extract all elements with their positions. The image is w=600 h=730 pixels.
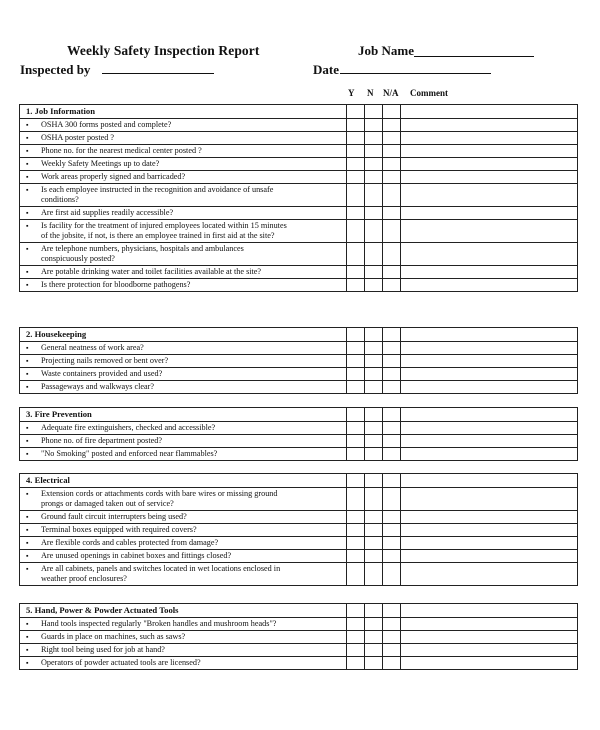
yes-box[interactable] (347, 368, 365, 381)
header-blank-cell (383, 328, 401, 342)
comment-cell[interactable] (401, 207, 578, 220)
header-blank-cell (401, 105, 578, 119)
section-title: 5. Hand, Power & Powder Actuated Tools (26, 605, 179, 615)
no-box[interactable] (365, 171, 383, 184)
header-blank-cell (383, 408, 401, 422)
header-blank-cell (347, 604, 365, 618)
checklist-row (20, 511, 578, 524)
section-table (19, 473, 578, 586)
no-box[interactable] (365, 355, 383, 368)
na-box[interactable] (383, 145, 401, 158)
yes-box[interactable] (347, 184, 365, 207)
checklist-row (20, 631, 578, 644)
yes-box[interactable] (347, 171, 365, 184)
section-title: 2. Housekeeping (26, 329, 87, 339)
yes-box[interactable] (347, 550, 365, 563)
column-header-y: Y (348, 88, 355, 98)
header-blank-cell (365, 604, 383, 618)
yes-box[interactable] (347, 657, 365, 670)
comment-cell[interactable] (401, 550, 578, 563)
yes-box[interactable] (347, 342, 365, 355)
checklist-row (20, 119, 578, 132)
bullet-icon: ▪ (26, 620, 29, 628)
comment-cell[interactable] (401, 381, 578, 394)
no-box[interactable] (365, 132, 383, 145)
checklist-question: Right tool being used for job at hand? (41, 645, 165, 654)
yes-box[interactable] (347, 422, 365, 435)
yes-box[interactable] (347, 381, 365, 394)
na-box[interactable] (383, 657, 401, 670)
header-blank-cell (347, 328, 365, 342)
bullet-icon: ▪ (26, 160, 29, 168)
no-box[interactable] (365, 631, 383, 644)
checklist-row (20, 243, 578, 266)
checklist-row (20, 537, 578, 550)
no-box[interactable] (365, 184, 383, 207)
no-box[interactable] (365, 266, 383, 279)
comment-cell[interactable] (401, 422, 578, 435)
comment-cell[interactable] (401, 243, 578, 266)
no-box[interactable] (365, 220, 383, 243)
no-box[interactable] (365, 448, 383, 461)
checklist-row (20, 355, 578, 368)
na-box[interactable] (383, 618, 401, 631)
comment-cell[interactable] (401, 448, 578, 461)
na-box[interactable] (383, 422, 401, 435)
comment-cell[interactable] (401, 563, 578, 586)
checklist-row (20, 145, 578, 158)
no-box[interactable] (365, 342, 383, 355)
checklist-question: Are flexible cords and cables protected from damage? (41, 538, 219, 547)
checklist-question: Work areas properly signed and barricaded? (41, 172, 186, 181)
checklist-question: OSHA poster posted ? (41, 133, 114, 142)
yes-box[interactable] (347, 644, 365, 657)
na-box[interactable] (383, 220, 401, 243)
no-box[interactable] (365, 488, 383, 511)
header-blank-cell (365, 328, 383, 342)
comment-cell[interactable] (401, 657, 578, 670)
checklist-question: Weekly Safety Meetings up to date? (41, 159, 160, 168)
comment-cell[interactable] (401, 631, 578, 644)
na-box[interactable] (383, 524, 401, 537)
comment-cell[interactable] (401, 342, 578, 355)
comment-cell[interactable] (401, 618, 578, 631)
na-box[interactable] (383, 368, 401, 381)
bullet-icon: ▪ (26, 173, 29, 181)
header-blank-cell (401, 328, 578, 342)
na-box[interactable] (383, 207, 401, 220)
header-blank-cell (383, 604, 401, 618)
bullet-icon: ▪ (26, 245, 29, 253)
checklist-row (20, 550, 578, 563)
no-box[interactable] (365, 511, 383, 524)
na-box[interactable] (383, 342, 401, 355)
bullet-icon: ▪ (26, 344, 29, 352)
comment-cell[interactable] (401, 644, 578, 657)
checklist-question: Projecting nails removed or bent over? (41, 356, 169, 365)
no-box[interactable] (365, 550, 383, 563)
na-box[interactable] (383, 381, 401, 394)
checklist-row (20, 279, 578, 292)
bullet-icon: ▪ (26, 552, 29, 560)
yes-box[interactable] (347, 243, 365, 266)
no-box[interactable] (365, 563, 383, 586)
bullet-icon: ▪ (26, 268, 29, 276)
header-blank-cell (401, 474, 578, 488)
checklist-question: Is each employee instructed in the recognition and avoidance of unsafe conditions? (41, 185, 274, 204)
na-box[interactable] (383, 355, 401, 368)
bullet-icon: ▪ (26, 513, 29, 521)
checklist-question: Operators of powder actuated tools are licensed? (41, 658, 201, 667)
na-box[interactable] (383, 279, 401, 292)
checklist-question: OSHA 300 forms posted and complete? (41, 120, 172, 129)
comment-cell[interactable] (401, 537, 578, 550)
comment-cell[interactable] (401, 145, 578, 158)
header-blank-cell (347, 105, 365, 119)
no-box[interactable] (365, 657, 383, 670)
section-title: 4. Electrical (26, 475, 70, 485)
checklist-row (20, 563, 578, 586)
comment-cell[interactable] (401, 511, 578, 524)
yes-box[interactable] (347, 618, 365, 631)
header-blank-cell (365, 105, 383, 119)
checklist-row (20, 266, 578, 279)
header-blank-cell (365, 474, 383, 488)
comment-cell[interactable] (401, 184, 578, 207)
bullet-icon: ▪ (26, 222, 29, 230)
yes-box[interactable] (347, 132, 365, 145)
na-box[interactable] (383, 132, 401, 145)
no-box[interactable] (365, 119, 383, 132)
yes-box[interactable] (347, 355, 365, 368)
checklist-question: Are potable drinking water and toilet facilities available at the site? (41, 267, 262, 276)
inspected-by-field[interactable] (102, 73, 214, 74)
checklist-row (20, 184, 578, 207)
checklist-row (20, 524, 578, 537)
comment-cell[interactable] (401, 279, 578, 292)
bullet-icon: ▪ (26, 357, 29, 365)
bullet-icon: ▪ (26, 383, 29, 391)
no-box[interactable] (365, 618, 383, 631)
na-box[interactable] (383, 448, 401, 461)
comment-cell[interactable] (401, 158, 578, 171)
checklist-question: "No Smoking" posted and enforced near flammables? (41, 449, 218, 458)
checklist-question: Ground fault circuit interrupters being used? (41, 512, 187, 521)
section-table (19, 327, 578, 394)
checklist-question: Phone no. of fire department posted? (41, 436, 162, 445)
section-table (19, 603, 578, 670)
no-box[interactable] (365, 368, 383, 381)
bullet-icon: ▪ (26, 633, 29, 641)
no-box[interactable] (365, 537, 383, 550)
no-box[interactable] (365, 279, 383, 292)
bullet-icon: ▪ (26, 121, 29, 129)
date-label: Date (313, 62, 339, 77)
job-name-field[interactable] (414, 56, 534, 57)
date-field[interactable] (340, 73, 491, 74)
bullet-icon: ▪ (26, 134, 29, 142)
na-box[interactable] (383, 171, 401, 184)
yes-box[interactable] (347, 266, 365, 279)
checklist-row (20, 422, 578, 435)
column-header-n: N (367, 88, 374, 98)
na-box[interactable] (383, 511, 401, 524)
bullet-icon: ▪ (26, 147, 29, 155)
checklist-question: Waste containers provided and used? (41, 369, 163, 378)
report-title: Weekly Safety Inspection Report (67, 43, 260, 58)
checklist-row (20, 171, 578, 184)
comment-cell[interactable] (401, 524, 578, 537)
no-box[interactable] (365, 381, 383, 394)
no-box[interactable] (365, 207, 383, 220)
na-box[interactable] (383, 184, 401, 207)
comment-cell[interactable] (401, 171, 578, 184)
bullet-icon: ▪ (26, 209, 29, 217)
na-box[interactable] (383, 119, 401, 132)
bullet-icon: ▪ (26, 565, 29, 573)
comment-cell[interactable] (401, 132, 578, 145)
comment-cell[interactable] (401, 119, 578, 132)
bullet-icon: ▪ (26, 659, 29, 667)
checklist-question: Phone no. for the nearest medical center posted ? (41, 146, 202, 155)
no-box[interactable] (365, 422, 383, 435)
comment-cell[interactable] (401, 488, 578, 511)
na-box[interactable] (383, 631, 401, 644)
section-table (19, 104, 578, 292)
header-blank-cell (401, 604, 578, 618)
no-box[interactable] (365, 243, 383, 266)
checklist-row (20, 435, 578, 448)
checklist-question: Are all cabinets, panels and switches located in wet locations enclosed in weather proof enclosures? (41, 564, 281, 583)
na-box[interactable] (383, 563, 401, 586)
checklist-question: Is facility for the treatment of injured employees located within 15 minutes of the jobsite, if not, is there an employee trained in first aid at the site? (41, 221, 287, 240)
checklist-question: Is there protection for bloodborne pathogens? (41, 280, 191, 289)
header-blank-cell (401, 408, 578, 422)
bullet-icon: ▪ (26, 281, 29, 289)
yes-box[interactable] (347, 511, 365, 524)
comment-cell[interactable] (401, 220, 578, 243)
yes-box[interactable] (347, 145, 365, 158)
na-box[interactable] (383, 488, 401, 511)
checklist-row (20, 220, 578, 243)
checklist-row (20, 207, 578, 220)
comment-cell[interactable] (401, 266, 578, 279)
checklist-row (20, 132, 578, 145)
comment-cell[interactable] (401, 368, 578, 381)
yes-box[interactable] (347, 488, 365, 511)
checklist-question: Terminal boxes equipped with required covers? (41, 525, 197, 534)
yes-box[interactable] (347, 537, 365, 550)
checklist-question: Are unused openings in cabinet boxes and fittings closed? (41, 551, 232, 560)
checklist-row (20, 381, 578, 394)
checklist-row (20, 618, 578, 631)
section-title: 3. Fire Prevention (26, 409, 92, 419)
no-box[interactable] (365, 158, 383, 171)
checklist-question: Are telephone numbers, physicians, hospitals and ambulances conspicuously posted? (41, 244, 244, 263)
yes-box[interactable] (347, 524, 365, 537)
checklist-row (20, 488, 578, 511)
bullet-icon: ▪ (26, 424, 29, 432)
no-box[interactable] (365, 644, 383, 657)
bullet-icon: ▪ (26, 490, 29, 498)
comment-cell[interactable] (401, 355, 578, 368)
checklist-question: Hand tools inspected regularly "Broken handles and mushroom heads"? (41, 619, 277, 628)
bullet-icon: ▪ (26, 646, 29, 654)
na-box[interactable] (383, 644, 401, 657)
na-box[interactable] (383, 266, 401, 279)
yes-box[interactable] (347, 220, 365, 243)
checklist-question: Are first aid supplies readily accessible? (41, 208, 174, 217)
bullet-icon: ▪ (26, 437, 29, 445)
na-box[interactable] (383, 243, 401, 266)
na-box[interactable] (383, 550, 401, 563)
bullet-icon: ▪ (26, 186, 29, 194)
bullet-icon: ▪ (26, 450, 29, 458)
comment-cell[interactable] (401, 435, 578, 448)
no-box[interactable] (365, 435, 383, 448)
checklist-row (20, 657, 578, 670)
checklist-row (20, 342, 578, 355)
no-box[interactable] (365, 524, 383, 537)
column-header-na: N/A (383, 88, 399, 98)
job-name-label: Job Name (358, 43, 414, 58)
checklist-row (20, 158, 578, 171)
yes-box[interactable] (347, 158, 365, 171)
na-box[interactable] (383, 537, 401, 550)
checklist-question: Extension cords or attachments cords with bare wires or missing ground prongs or damaged taken out of service? (41, 489, 278, 508)
column-header-comment: Comment (410, 88, 448, 98)
yes-box[interactable] (347, 563, 365, 586)
na-box[interactable] (383, 158, 401, 171)
header-blank-cell (347, 408, 365, 422)
section-title: 1. Job Information (26, 106, 95, 116)
checklist-row (20, 368, 578, 381)
na-box[interactable] (383, 435, 401, 448)
checklist-question: General neatness of work area? (41, 343, 144, 352)
checklist-row (20, 448, 578, 461)
bullet-icon: ▪ (26, 526, 29, 534)
yes-box[interactable] (347, 631, 365, 644)
yes-box[interactable] (347, 207, 365, 220)
checklist-question: Adequate fire extinguishers, checked and accessible? (41, 423, 216, 432)
header-blank-cell (365, 408, 383, 422)
header-blank-cell (383, 105, 401, 119)
section-table (19, 407, 578, 461)
no-box[interactable] (365, 145, 383, 158)
header-blank-cell (383, 474, 401, 488)
inspected-by-label: Inspected by (20, 62, 91, 77)
yes-box[interactable] (347, 279, 365, 292)
checklist-row (20, 644, 578, 657)
bullet-icon: ▪ (26, 539, 29, 547)
bullet-icon: ▪ (26, 370, 29, 378)
yes-box[interactable] (347, 119, 365, 132)
yes-box[interactable] (347, 448, 365, 461)
checklist-question: Guards in place on machines, such as saws? (41, 632, 186, 641)
checklist-question: Passageways and walkways clear? (41, 382, 154, 391)
header-blank-cell (347, 474, 365, 488)
yes-box[interactable] (347, 435, 365, 448)
